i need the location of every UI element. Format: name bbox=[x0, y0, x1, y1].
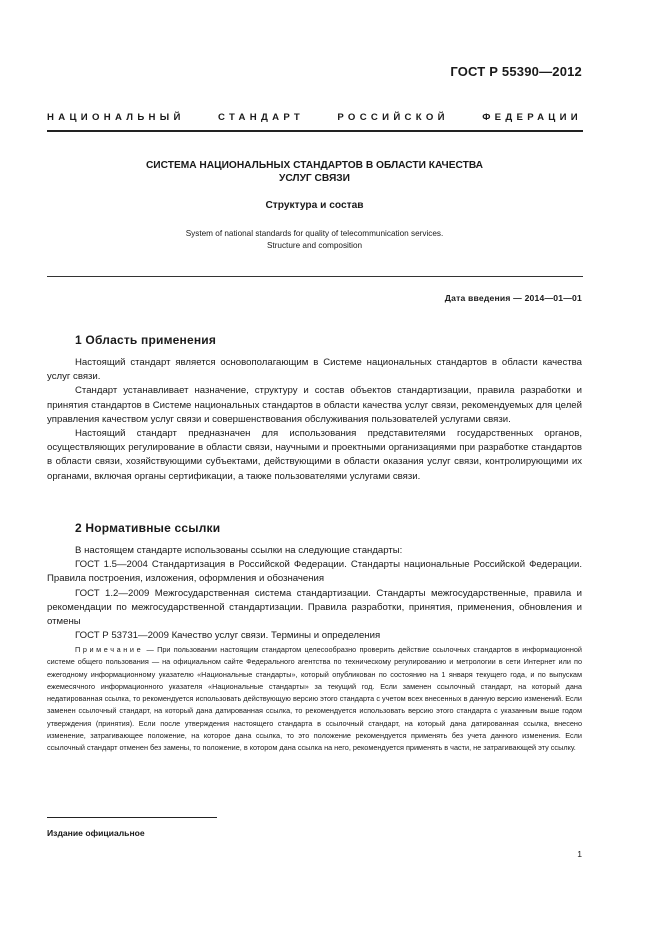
header-divider bbox=[47, 130, 583, 132]
section-1-body bbox=[47, 356, 582, 484]
introduction-date: Дата введения — 2014—01—01 bbox=[444, 293, 582, 303]
document-subtitle: Структура и состав bbox=[265, 200, 364, 211]
note-text: — При пользовании настоящим стандартом целесообразно проверить действие ссылочных стандартов в информационной системе общего пользования — на официальном сайте Федерального агентства по техническому регулированию и метрологии в сети Интернет или по ежегодному информационному указателю «Национальные стандарты», который опубликован по состоянию на 1 января текущего года, и по выпускам ежемесячного информационного указателя «Национальные стандарты» за текущий год. Если заменен ссылочный стандарт, на который дана недатированная ссылка, то рекомендуется использовать действующую версию этого стандарта с учетом всех внесенных в данную версию изменений. Если заменен ссылочный стандарт, на который дана датированная ссылка, то рекомендуется использовать версию этого стандарта с указанным выше годом утверждения (принятия). Если после утверждения настоящего стандарта в ссылочный стандарт, на который дана датированная ссылка, внесено изменение, затрагивающее положение, на которое дана ссылка, то это положение рекомендуется применять без учета данного изменения. Если ссылочный стандарт отменен без замены, то положение, в котором дана ссылка на него, рекомендуется применять в части, не затрагивающей эту ссылку. bbox=[47, 645, 583, 753]
english-title bbox=[47, 228, 582, 252]
document-code: ГОСТ Р 55390—2012 bbox=[450, 64, 582, 79]
title-line-2: УСЛУГ СВЯЗИ bbox=[278, 173, 351, 184]
english-title-line-1: System of national standards for quality of telecommunication services. bbox=[185, 229, 444, 238]
title-line-1: СИСТЕМА НАЦИОНАЛЬНЫХ СТАНДАРТОВ В ОБЛАСТИ КАЧЕСТВА bbox=[145, 160, 484, 171]
section-1-paragraph: Настоящий стандарт является основополагающим в Системе национальных стандартов в области качества услуг связи. bbox=[47, 357, 582, 383]
section-1-paragraph: Настоящий стандарт предназначен для использования представителями государственных органов, осуществляющих регулирование в области связи, научными и проектными организациями при разработке стандартов в области связи, хозяйствующими субъектами, действующими в области оказания услуг связи, контролирующими их органами, включая органы сертификации, а также пользователями услугами связи. bbox=[47, 428, 582, 482]
page-number: 1 bbox=[577, 849, 582, 859]
note-label: Примечание bbox=[75, 645, 144, 654]
section-2-heading: 2 Нормативные ссылки bbox=[75, 521, 221, 535]
reference-gost-1-5: ГОСТ 1.5—2004 Стандартизация в Российской Федерации. Стандарты национальные Российской Федерации. Правила построения, изложения, оформления и обозначения bbox=[47, 559, 582, 585]
document-title bbox=[47, 159, 582, 185]
section-2-body bbox=[47, 544, 582, 643]
english-title-line-2: Structure and composition bbox=[266, 241, 363, 250]
edition-label: Издание официальное bbox=[47, 828, 145, 838]
section-2-paragraph: В настоящем стандарте использованы ссылки на следующие стандарты: bbox=[75, 545, 403, 556]
section-1-heading: 1 Область применения bbox=[75, 333, 217, 347]
reference-gost-1-2: ГОСТ 1.2—2009 Межгосударственная система стандартизации. Стандарты межгосударственные, правила и рекомендации по межгосударственной стандартизации. Правила разработки, принятия, применения, обновления и отмены bbox=[47, 587, 582, 628]
reference-gost-r-53731: ГОСТ Р 53731—2009 Качество услуг связи. Термины и определения bbox=[75, 630, 381, 642]
note bbox=[47, 644, 582, 755]
section-1-paragraph: Стандарт устанавливает назначение, структуру и состав объектов стандартизации, правила разработки и принятия стандартов в Системе национальных стандартов в области качества услуг связи, рекомендуемых для целей управления качеством услуг связи и совершенствования обслуживания пользователей услугами связи. bbox=[47, 385, 582, 425]
national-standard-banner: НАЦИОНАЛЬНЫЙ СТАНДАРТ РОССИЙСКОЙ ФЕДЕРАЦИИ bbox=[47, 112, 582, 123]
title-divider bbox=[47, 276, 583, 277]
footer-divider bbox=[47, 817, 217, 818]
